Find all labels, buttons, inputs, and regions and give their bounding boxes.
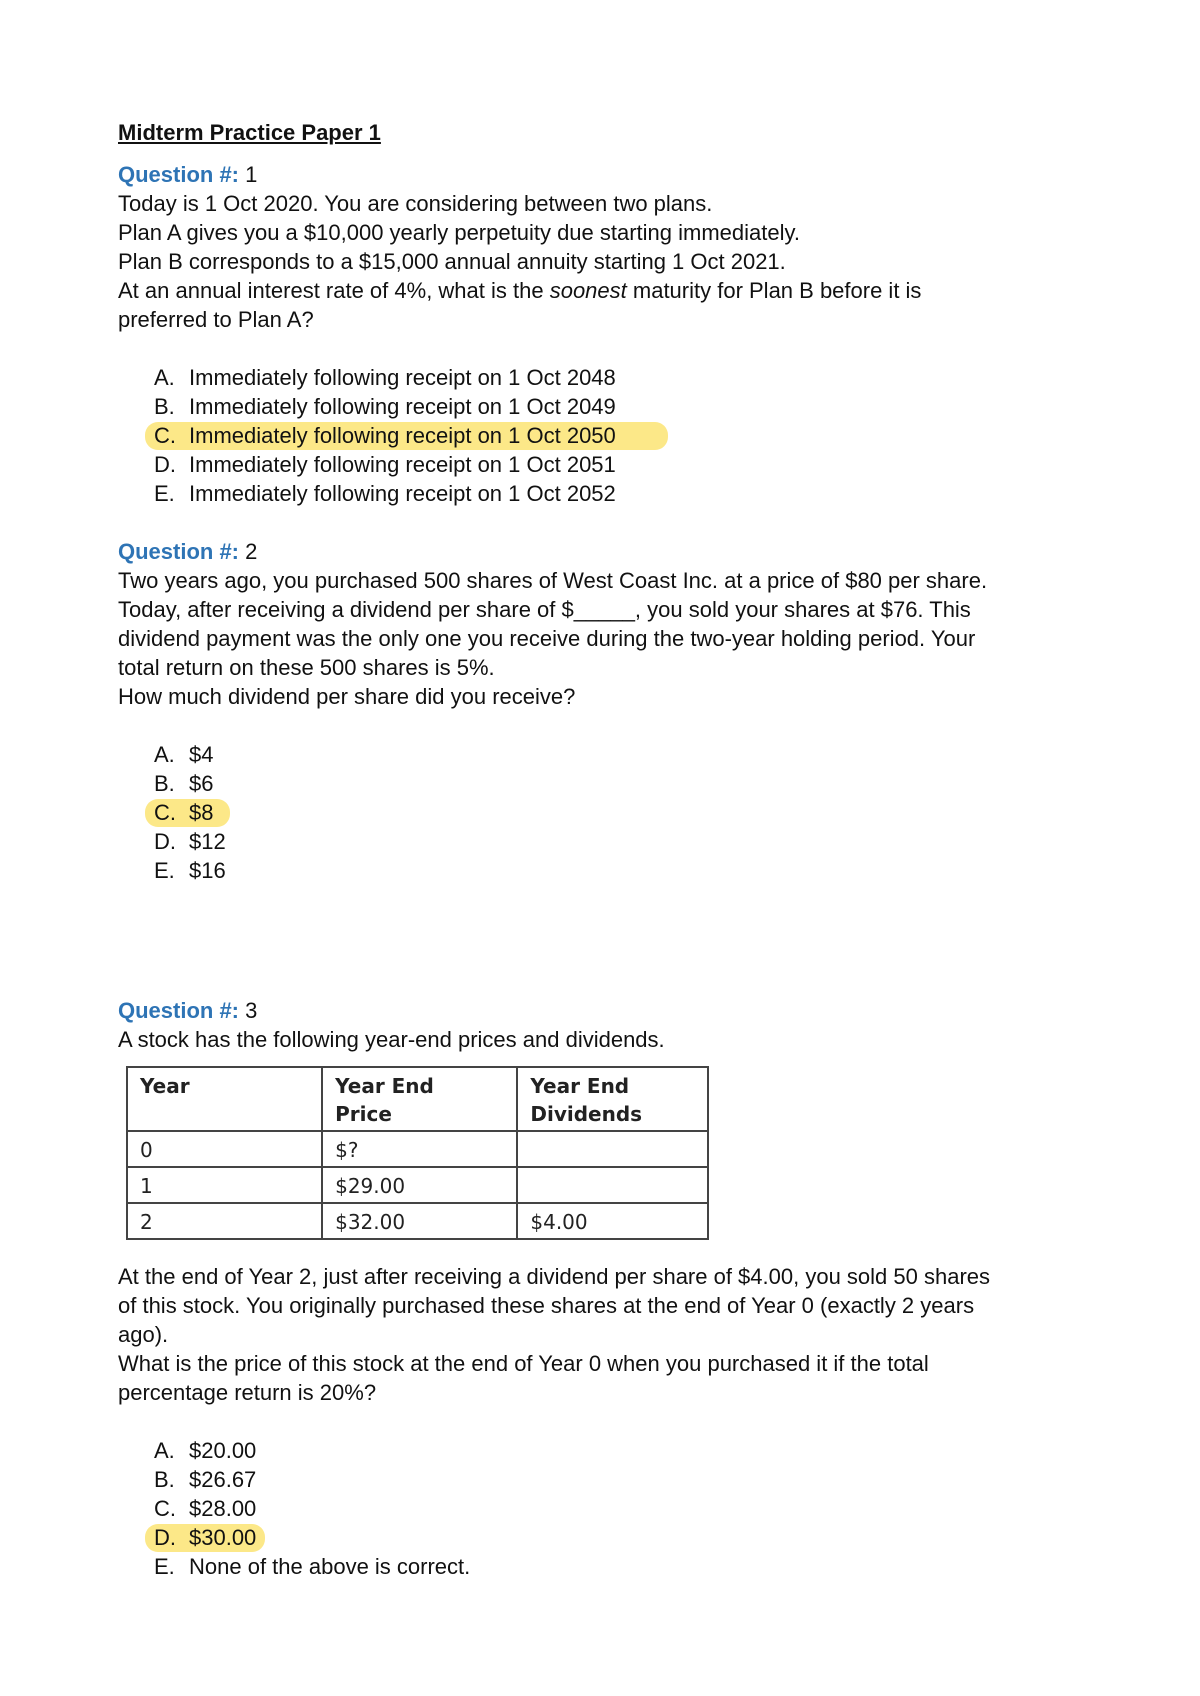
option-text: $6: [189, 771, 214, 796]
question-3-continued: [118, 1262, 1098, 1581]
option-letter: A.: [154, 365, 175, 390]
header-line: Dividends: [530, 1102, 643, 1126]
option-text: Immediately following receipt on 1 Oct 2049: [189, 394, 616, 419]
table-cell: 1: [127, 1167, 322, 1203]
option-text: $26.67: [189, 1467, 257, 1492]
table-cell: $4.00: [517, 1203, 708, 1239]
answer-option-b[interactable]: [118, 1465, 1098, 1494]
question-text-line: Plan A gives you a $10,000 yearly perpetuity due starting immediately.: [118, 220, 800, 245]
table-header-cell: [517, 1067, 708, 1131]
header-line: Year End: [530, 1074, 630, 1098]
question-text-line: At the end of Year 2, just after receiving a dividend per share of $4.00, you sold 50 shares: [118, 1264, 991, 1289]
option-letter: A.: [154, 742, 175, 767]
option-letter: C.: [154, 1496, 176, 1521]
prices-dividends-table: [126, 1066, 709, 1240]
question-header: [118, 160, 1098, 189]
question-text-line: A stock has the following year-end prices and dividends.: [118, 1027, 665, 1052]
option-text: Immediately following receipt on 1 Oct 2048: [189, 365, 616, 390]
table-row: [127, 1203, 708, 1239]
answer-option-a[interactable]: [118, 1436, 1098, 1465]
text-segment: maturity for Plan B before it is: [626, 278, 922, 303]
option-text: $12: [189, 829, 226, 854]
header-line: [140, 1100, 309, 1128]
table-row: [127, 1131, 708, 1167]
option-text: $28.00: [189, 1496, 257, 1521]
question-number: 3: [245, 998, 258, 1023]
table-header-cell: [127, 1067, 322, 1131]
option-letter: D.: [154, 452, 176, 477]
table-cell: $29.00: [322, 1167, 517, 1203]
emphasis-text: soonest: [549, 278, 627, 303]
table-header-cell: [322, 1067, 517, 1131]
table-cell: 2: [127, 1203, 322, 1239]
header-line: Price: [335, 1102, 392, 1126]
document-title: Midterm Practice Paper 1: [118, 120, 381, 145]
question-1: [118, 160, 1098, 508]
header-line: Year End: [335, 1074, 434, 1098]
question-text-line: What is the price of this stock at the end of Year 0 when you purchased it if the total: [118, 1351, 929, 1376]
option-letter: A.: [154, 1438, 175, 1463]
question-text-line: Two years ago, you purchased 500 shares of West Coast Inc. at a price of $80 per share.: [118, 568, 988, 593]
answer-option-e[interactable]: [118, 479, 1098, 508]
option-text: $8: [189, 800, 214, 825]
table-cell: 0: [127, 1131, 322, 1167]
answer-option-d[interactable]: [118, 827, 1098, 856]
option-letter: B.: [154, 771, 175, 796]
answer-option-a[interactable]: [118, 740, 1098, 769]
question-header: [118, 537, 1098, 566]
question-label: Question #:: [118, 539, 240, 564]
question-header: [118, 996, 1098, 1025]
option-text: Immediately following receipt on 1 Oct 2052: [189, 481, 616, 506]
option-text: $4: [189, 742, 214, 767]
answer-option-c[interactable]: [118, 1494, 1098, 1523]
table-row: [127, 1167, 708, 1203]
question-number: 1: [245, 162, 258, 187]
option-text: $20.00: [189, 1438, 257, 1463]
answer-option-e[interactable]: [118, 856, 1098, 885]
option-letter: E.: [154, 858, 175, 883]
option-letter: E.: [154, 1554, 175, 1579]
option-letter: C.: [154, 423, 176, 448]
answer-option-b[interactable]: [118, 392, 1098, 421]
answer-option-e[interactable]: [118, 1552, 1098, 1581]
question-label: Question #:: [118, 998, 240, 1023]
question-2: [118, 537, 1098, 885]
question-text-line: preferred to Plan A?: [118, 307, 314, 332]
answer-option-d[interactable]: [118, 1523, 1098, 1552]
answer-option-d[interactable]: [118, 450, 1098, 479]
option-letter: B.: [154, 394, 175, 419]
question-text-line: Today is 1 Oct 2020. You are considering between two plans.: [118, 191, 713, 216]
answer-option-c[interactable]: [118, 421, 1098, 450]
answer-option-c[interactable]: [118, 798, 1098, 827]
table-header-row: [127, 1067, 708, 1131]
option-text: $16: [189, 858, 226, 883]
option-text: None of the above is correct.: [189, 1554, 471, 1579]
question-text-line: Plan B corresponds to a $15,000 annual annuity starting 1 Oct 2021.: [118, 249, 786, 274]
table-cell: $32.00: [322, 1203, 517, 1239]
option-letter: D.: [154, 1525, 176, 1550]
text-segment: At an annual interest rate of 4%, what is the: [118, 278, 550, 303]
option-text: Immediately following receipt on 1 Oct 2051: [189, 452, 616, 477]
option-letter: E.: [154, 481, 175, 506]
question-text-line: percentage return is 20%?: [118, 1380, 377, 1405]
answer-options: [118, 740, 1098, 885]
header-line: Year: [140, 1074, 190, 1098]
question-text-line: How much dividend per share did you receive?: [118, 684, 576, 709]
question-text-line: total return on these 500 shares is 5%.: [118, 655, 495, 680]
option-letter: D.: [154, 829, 176, 854]
question-number: 2: [245, 539, 258, 564]
option-text: Immediately following receipt on 1 Oct 2050: [189, 423, 616, 448]
question-3: [118, 996, 1098, 1054]
option-text: $30.00: [189, 1525, 257, 1550]
question-text-line: [118, 276, 1098, 305]
answer-options: [118, 1436, 1098, 1581]
question-text-line: of this stock. You originally purchased these shares at the end of Year 0 (exactly 2 years: [118, 1293, 975, 1318]
table-cell: [517, 1167, 708, 1203]
answer-options: [118, 363, 1098, 508]
option-letter: C.: [154, 800, 176, 825]
question-text-line: ago).: [118, 1322, 169, 1347]
table-cell: $?: [322, 1131, 517, 1167]
answer-option-b[interactable]: [118, 769, 1098, 798]
question-label: Question #:: [118, 162, 240, 187]
question-text-line: dividend payment was the only one you receive during the two-year holding period. Your: [118, 626, 976, 651]
table-cell: [517, 1131, 708, 1167]
option-letter: B.: [154, 1467, 175, 1492]
question-text-line: Today, after receiving a dividend per share of $_____, you sold your shares at $76. This: [118, 597, 971, 622]
answer-option-a[interactable]: [118, 363, 1098, 392]
